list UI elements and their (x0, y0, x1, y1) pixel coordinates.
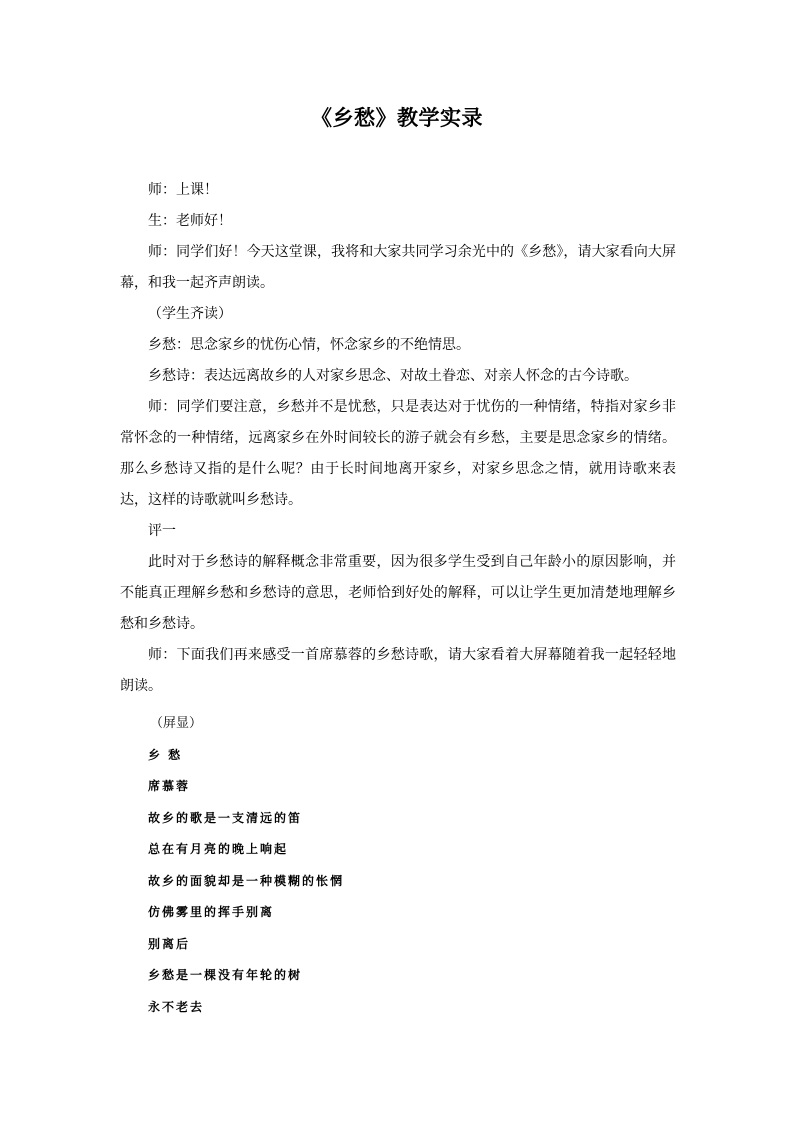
document-title: 《乡愁》教学实录 (311, 106, 483, 130)
poem-author: 席慕蓉 (148, 779, 191, 793)
screen-label: （屏显） (150, 716, 203, 731)
poem-line: 总在有月亮的晚上响起 (148, 842, 289, 856)
paragraph: 乡愁：思念家乡的忧伤心情，怀念家乡的不绝情思。 (148, 337, 470, 353)
paragraph: 此时对于乡愁诗的解释概念非常重要，因为很多学生受到自己年龄小的原因影响，并不能真正理解乡愁和乡愁诗的意思，老师恰到好处的解释，可以让学生更加清楚地理解乡愁和乡愁诗。 (120, 554, 676, 632)
paragraph: 师：上课！ (148, 182, 218, 198)
paragraph: 师：同学们要注意，乡愁并不是忧愁，只是表达对于忧伤的一种情绪，特指对家乡非常怀念的一种情绪，远离家乡在外时间较长的游子就会有乡愁，主要是思念家乡的情绪。那么乡愁诗又指的是什么呢？由于长时间地离开家乡，对家乡思念之情，就用诗歌来表达，这样的诗歌就叫乡愁诗。 (120, 399, 676, 508)
poem-line: 别离后 (148, 936, 191, 951)
paragraph: 师：同学们好！今天这堂课，我将和大家共同学习余光中的《乡愁》，请大家看向大屏幕，和我一起齐声朗读。 (120, 244, 676, 291)
poem-line: 故乡的面貌却是一种模糊的怅惘 (148, 873, 345, 888)
paragraph: （学生齐读） (148, 306, 232, 322)
poem-line: 仿佛雾里的挥手别离 (148, 905, 275, 919)
poem-title: 乡 愁 (148, 747, 183, 762)
poem-block (148, 708, 648, 1023)
paragraph: 生：老师好！ (148, 213, 232, 229)
paragraph: 评一 (148, 523, 176, 539)
poem-line: 故乡的歌是一支清远的笛 (148, 810, 303, 825)
poem-line: 永不老去 (148, 999, 205, 1014)
poem-line: 乡愁是一棵没有年轮的树 (148, 968, 303, 982)
document-body (120, 175, 676, 702)
paragraph: 乡愁诗：表达远离故乡的人对家乡思念、对故土眷恋、对亲人怀念的古今诗歌。 (148, 368, 638, 384)
paragraph: 师：下面我们再来感受一首席慕蓉的乡愁诗歌，请大家看着大屏幕随着我一起轻轻地朗读。 (120, 647, 676, 694)
